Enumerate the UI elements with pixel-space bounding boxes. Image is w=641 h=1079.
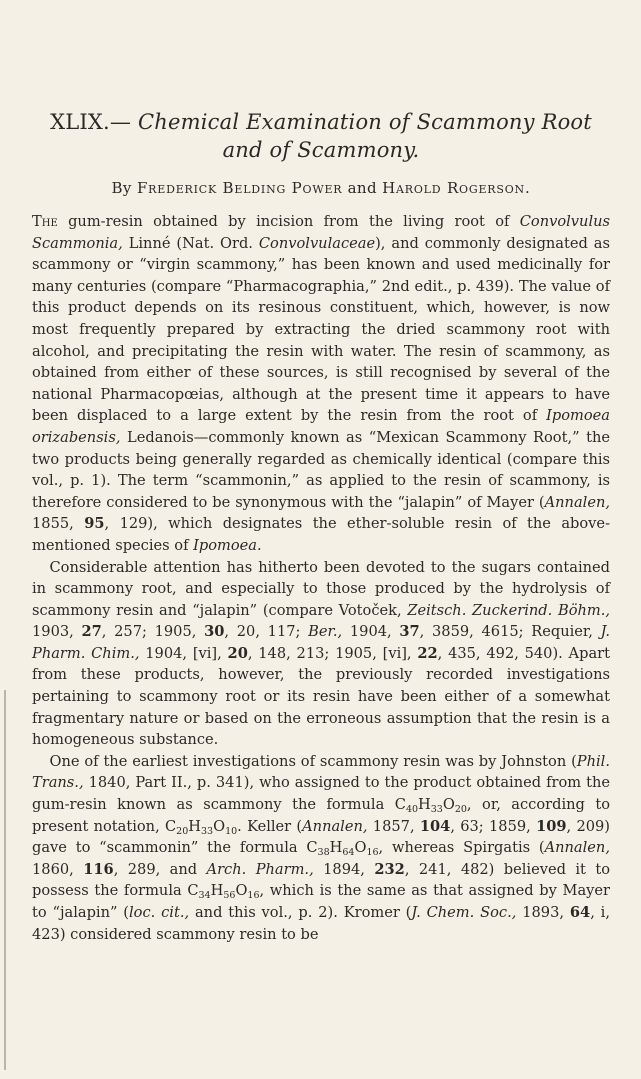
text: , i, 423) considered scammony resin to be (32, 904, 610, 943)
journal-name: J. Chem. Soc., (411, 904, 517, 921)
volume-number: 37 (399, 623, 420, 641)
text: 1840, Part II., p. 341), who assigned to the product obtained from the gum-resin known as scammony the formula C (32, 774, 610, 814)
text: gum-resin obtained by incision from the living root of (57, 213, 520, 230)
text: , 63; 1859, (450, 817, 537, 835)
paragraph-2 (32, 557, 610, 751)
journal-name: Phil. Trans., (32, 752, 610, 792)
text: , 289, and (113, 860, 207, 878)
text: O (235, 882, 248, 900)
subscript: 56 (223, 890, 236, 902)
subscript: 64 (342, 847, 355, 859)
byline-and: and (347, 179, 377, 197)
subscript: 16 (366, 847, 379, 859)
text: 1855, (32, 515, 85, 533)
text: ), and commonly designated as scammony or “virgin scammony,” has been known and used medicinally for many centuries (compare “Pharmacographia,” 2nd edit., p. 439). The value of this product depends on its resinous constituent, which, however, is now most frequently prepared by extracting the dried scammony root with alcohol, and precipitating the resin with water. The resin of scammony, as obtained from either of these sources, is still recognised by several of the national Pharmacopœias, although at the present time it appears to have been displaced to a large extent by the resin from the root of (32, 234, 610, 425)
text: H (329, 839, 343, 857)
citation-abbrev: loc. cit., (129, 904, 190, 921)
journal-name: Ber., (308, 623, 343, 641)
subscript: 20 (454, 804, 467, 816)
journal-name: Arch. Pharm., (206, 860, 314, 878)
opening-word: The (32, 213, 58, 230)
text: H (210, 882, 224, 900)
text: 1903, (32, 623, 82, 641)
text: , which is the same as that assigned by Mayer to “jalapin” ( (32, 882, 610, 921)
text: , 129), which designates the ether-soluble resin of the above-mentioned species of (32, 515, 610, 554)
text: Ledanois—commonly known as “Mexican Scammony Root,” the two products being generally regarded as chemically identical (compare this vol., p. 1). The term “scammonin,” as applied to the resin of scammony, is therefore considered to be synonymous with the “jalapin” of Mayer ( (32, 428, 610, 511)
text: 1857, (367, 817, 420, 835)
journal-name: Zeitsch. Zuckerind. Böhm., (407, 601, 610, 619)
page (32, 0, 610, 945)
text: , whereas Spirgatis ( (378, 839, 545, 857)
volume-number: 104 (419, 817, 451, 835)
author-2: Harold Rogerson. (382, 179, 531, 197)
volume-number: 232 (374, 860, 405, 878)
volume-number: 20 (227, 644, 248, 662)
text: 1893, (516, 904, 570, 921)
subscript: 10 (225, 825, 238, 837)
article-title (32, 0, 610, 164)
paragraph-3 (32, 751, 610, 945)
article-body (32, 211, 610, 945)
subscript: 20 (176, 825, 189, 837)
text: H (418, 796, 431, 814)
text: , 20, 117; (224, 623, 309, 641)
byline (32, 177, 610, 199)
volume-number: 64 (569, 904, 591, 921)
subscript: 33 (430, 804, 443, 816)
volume-number: 109 (536, 817, 567, 835)
scan-margin-line (4, 690, 6, 1070)
text: , 3859, 4615; Requier, (419, 623, 601, 641)
journal-name: J. Pharm. Chim., (32, 623, 610, 662)
text: 1860, (32, 860, 84, 878)
text: and this vol., p. 2). Kromer ( (189, 904, 412, 921)
text: Linné (Nat. Ord. (122, 234, 259, 252)
text: , 257; 1905, (101, 623, 205, 641)
text: , 209) gave to “scammonin” the formula C (32, 817, 610, 857)
subscript: 38 (317, 847, 330, 859)
journal-name: Annalen, (544, 493, 610, 511)
text: 1904, [vi], (139, 644, 228, 662)
species-name: Ipomoea orizabensis, (32, 407, 610, 446)
title-line-1: Chemical Examination of Scammony Root (138, 110, 592, 134)
volume-number: 95 (84, 515, 105, 533)
volume-number: 22 (417, 644, 438, 662)
author-1: Frederick Belding Power (136, 179, 343, 197)
text: 1904, (342, 623, 400, 641)
subscript: 40 (405, 804, 419, 816)
volume-number: 116 (83, 860, 114, 878)
text: O (442, 796, 455, 814)
paragraph-1 (32, 211, 610, 557)
text: . Keller ( (237, 817, 303, 835)
text: H (188, 817, 201, 835)
subscript: 33 (201, 825, 214, 837)
text: One of the earliest investigations of scammony resin was by Johnston ( (49, 752, 577, 770)
text: O (354, 839, 367, 857)
article-number: XLIX.— (50, 110, 132, 134)
text: 1894, (313, 860, 375, 878)
text: , 435, 492, 540). Apart from these products, however, the previously recorded investigations pertaining to scammony root or its resin have been either of a somewhat fragmentary nature or based on the erroneous assumption that the resin is a homogeneous substance. (32, 644, 610, 749)
journal-name: Annalen, (544, 839, 610, 857)
volume-number: 27 (81, 623, 102, 641)
text: Considerable attention has hitherto been devoted to the sugars contained in scammony root, and especially to those produced by the hydrolysis of scammony resin and “jalapin” (compare Votoček, (32, 558, 610, 619)
title-line-2: and of Scammony. (222, 138, 420, 162)
genus-name: Ipomoea. (193, 536, 262, 554)
byline-by: By (111, 179, 132, 197)
journal-name: Annalen, (302, 817, 368, 835)
subscript: 16 (247, 890, 260, 902)
text: , 241, 482) believed it to possess the formula C (32, 860, 610, 900)
volume-number: 30 (204, 623, 225, 641)
subscript: 34 (198, 890, 211, 902)
family-name: Convolvulaceae (258, 234, 376, 252)
text: O (213, 817, 226, 835)
species-name: Convolvulus Scammonia, (32, 213, 610, 252)
text: , or, according to present notation, C (32, 796, 610, 835)
text: , 148, 213; 1905, [vi], (247, 644, 418, 662)
